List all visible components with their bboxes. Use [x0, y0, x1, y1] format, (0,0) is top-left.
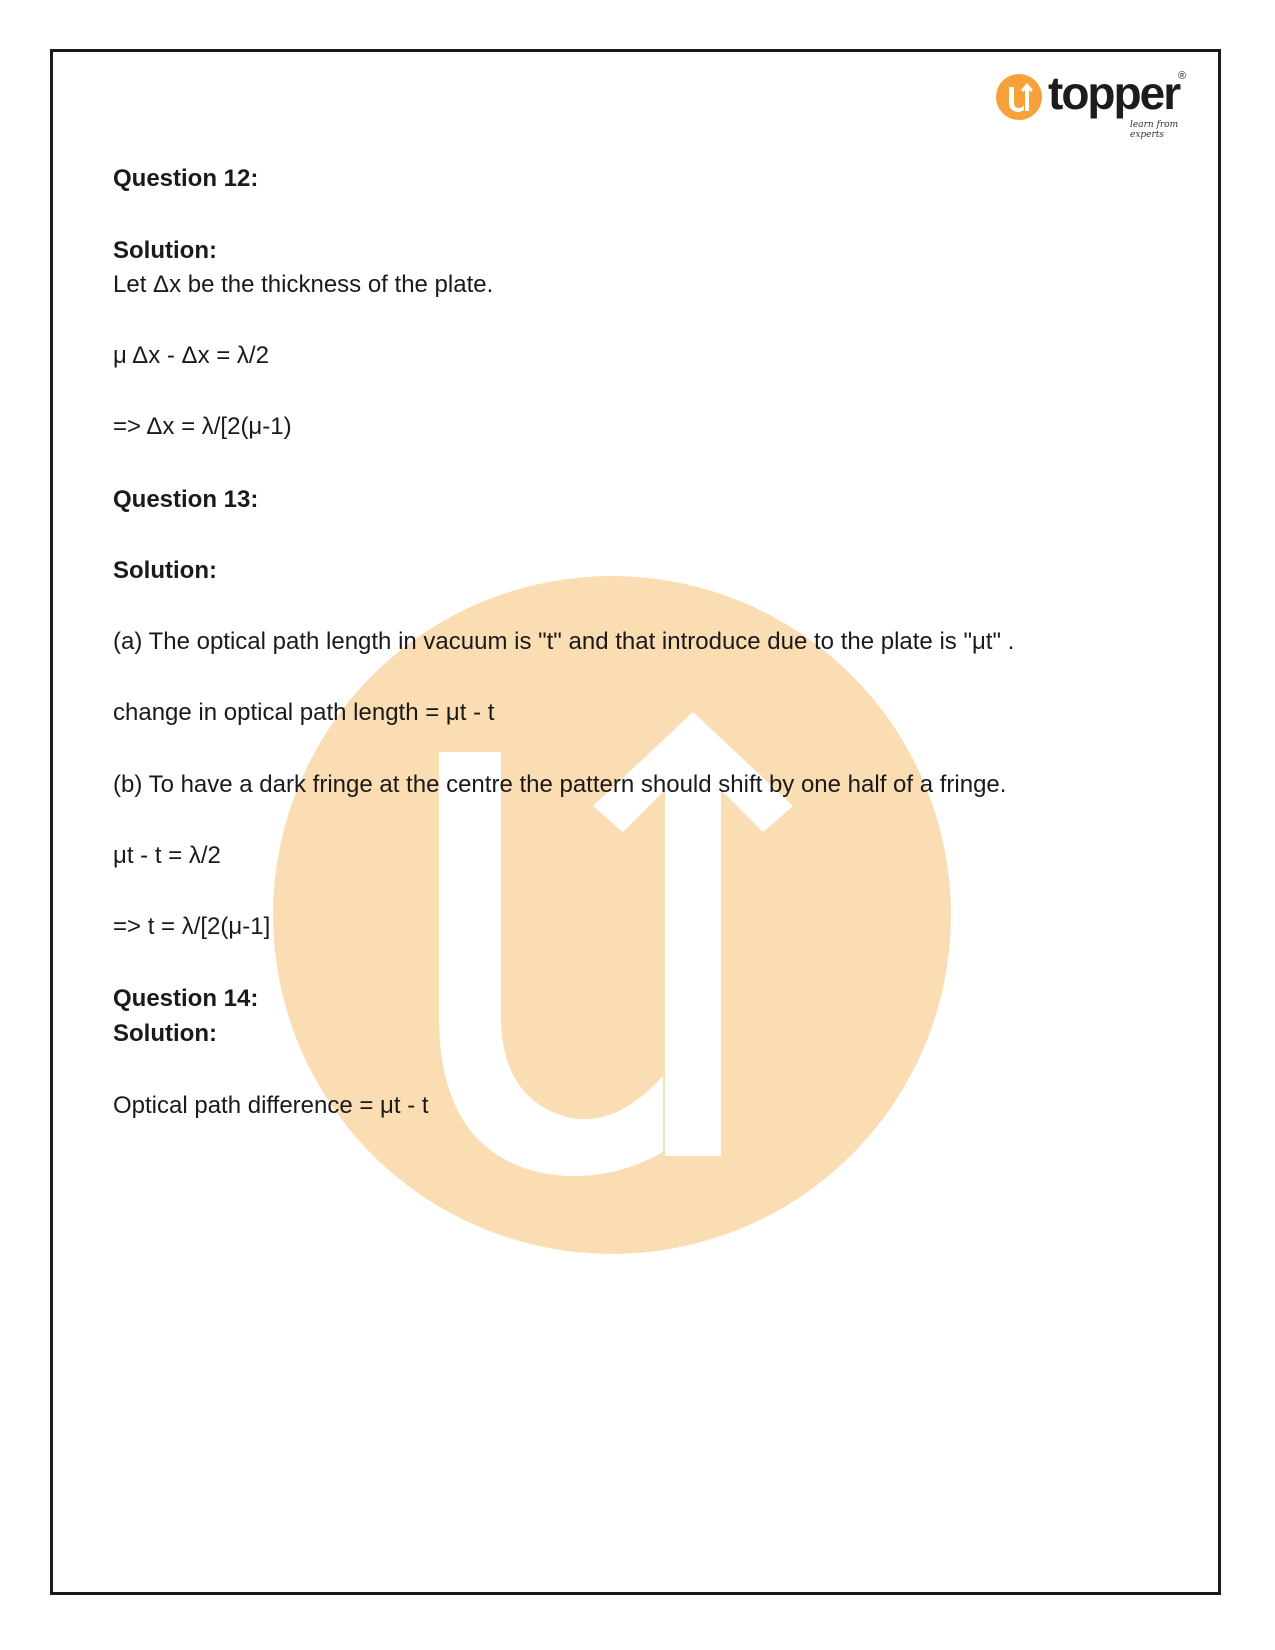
u-logo-icon [996, 74, 1042, 120]
logo-tagline: learn from experts [1130, 120, 1179, 140]
registered-mark: ® [1178, 70, 1187, 82]
question-13-heading: Question 13: [113, 486, 259, 513]
question-14-line: Optical path difference = μt - t [113, 1092, 429, 1119]
question-12-line: => Δx = λ/[2(μ-1) [113, 413, 292, 440]
question-13-solution-label: Solution: [113, 557, 217, 584]
question-13-line: (b) To have a dark fringe at the centre the pattern should shift by one half of a fringe. [113, 771, 1007, 798]
question-14-solution-label: Solution: [113, 1020, 217, 1047]
question-13-line: => t = λ/[2(μ-1] [113, 913, 271, 940]
logo-wordmark: topper [1048, 67, 1180, 119]
question-12-line: μ Δx - Δx = λ/2 [113, 342, 269, 369]
question-13-line: change in optical path length = μt - t [113, 699, 495, 726]
document-content [113, 0, 1193, 1650]
utopper-logo [996, 67, 1196, 140]
question-12-line: Let Δx be the thickness of the plate. [113, 271, 494, 298]
question-14-heading: Question 14: [113, 985, 259, 1012]
question-12-heading: Question 12: [113, 165, 259, 192]
question-12-solution-label: Solution: [113, 237, 217, 264]
question-13-line: μt - t = λ/2 [113, 842, 221, 869]
question-13-line: (a) The optical path length in vacuum is "t" and that introduce due to the plate is "μt" . [113, 628, 1015, 655]
